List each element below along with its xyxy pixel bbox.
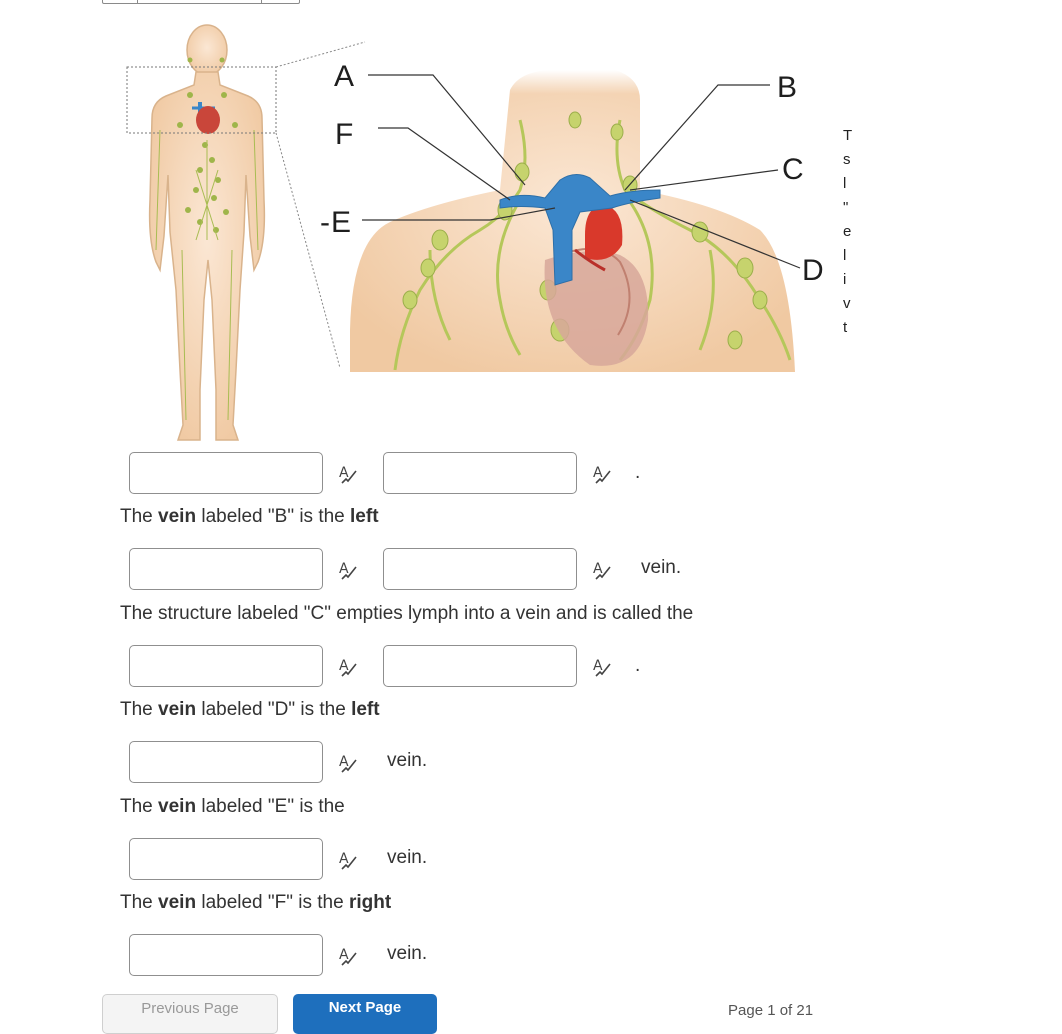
suffix-text: vein.: [387, 847, 428, 868]
cut-off-text: T: [843, 127, 853, 144]
label-d: D: [802, 254, 824, 287]
label-c: C: [782, 153, 804, 186]
label-f: F: [335, 118, 354, 151]
spellcheck-icon[interactable]: [592, 656, 612, 678]
svg-text:A: A: [339, 658, 349, 674]
question-f-text: The vein labeled "F" is the right: [120, 892, 392, 913]
lymphatic-diagram: [0, 0, 1062, 445]
spellcheck-icon[interactable]: [338, 559, 358, 581]
sentence-end: .: [635, 462, 641, 483]
spellcheck-icon[interactable]: [338, 945, 358, 967]
label-e-dash: -: [320, 206, 330, 239]
cut-off-text: l: [843, 175, 847, 192]
label-e: E: [331, 206, 352, 239]
cut-off-text: i: [843, 271, 847, 288]
question-e-text: The vein labeled "E" is the: [120, 796, 345, 817]
svg-text:A: A: [593, 658, 603, 674]
label-a: A: [334, 60, 355, 93]
answer-input-d-1[interactable]: [129, 645, 323, 687]
answer-input-b-1[interactable]: [129, 452, 323, 494]
svg-text:A: A: [339, 754, 349, 770]
svg-text:A: A: [593, 561, 603, 577]
page-indicator: Page 1 of 21: [728, 1002, 814, 1019]
question-b-text: The vein labeled "B" is the left: [120, 506, 379, 527]
answer-input-f[interactable]: [129, 838, 323, 880]
label-b: B: [777, 71, 798, 104]
question-c-text: The structure labeled "C" empties lymph into a vein and is called the: [120, 603, 694, 624]
svg-text:A: A: [339, 851, 349, 867]
previous-page-button[interactable]: Previous Page: [102, 994, 278, 1034]
answer-input-f-2[interactable]: [129, 934, 323, 976]
spellcheck-icon[interactable]: [338, 752, 358, 774]
svg-text:A: A: [339, 561, 349, 577]
cut-off-text: l: [843, 247, 847, 264]
answer-input-c-2[interactable]: [383, 548, 577, 590]
cut-off-text: ": [843, 199, 849, 216]
lymphatic-system-figure: [0, 0, 1062, 445]
svg-text:A: A: [339, 465, 349, 481]
answer-input-b-2[interactable]: [383, 452, 577, 494]
spellcheck-icon[interactable]: [338, 463, 358, 485]
spellcheck-icon[interactable]: [338, 656, 358, 678]
cut-off-text: s: [843, 151, 851, 168]
cut-off-text: v: [843, 295, 851, 312]
answer-input-e[interactable]: [129, 741, 323, 783]
suffix-text: vein.: [387, 943, 428, 964]
svg-text:A: A: [339, 947, 349, 963]
suffix-text: vein.: [387, 750, 428, 771]
answer-input-c-1[interactable]: [129, 548, 323, 590]
question-d-text: The vein labeled "D" is the left: [120, 699, 380, 720]
cut-off-text: t: [843, 319, 848, 336]
answer-input-d-2[interactable]: [383, 645, 577, 687]
next-page-button[interactable]: Next Page: [293, 994, 437, 1034]
spellcheck-icon[interactable]: [338, 849, 358, 871]
cut-off-text: e: [843, 223, 852, 240]
sentence-end: .: [635, 655, 641, 676]
spellcheck-icon[interactable]: [592, 559, 612, 581]
svg-text:A: A: [593, 465, 603, 481]
spellcheck-icon[interactable]: [592, 463, 612, 485]
suffix-text: vein.: [641, 557, 682, 578]
